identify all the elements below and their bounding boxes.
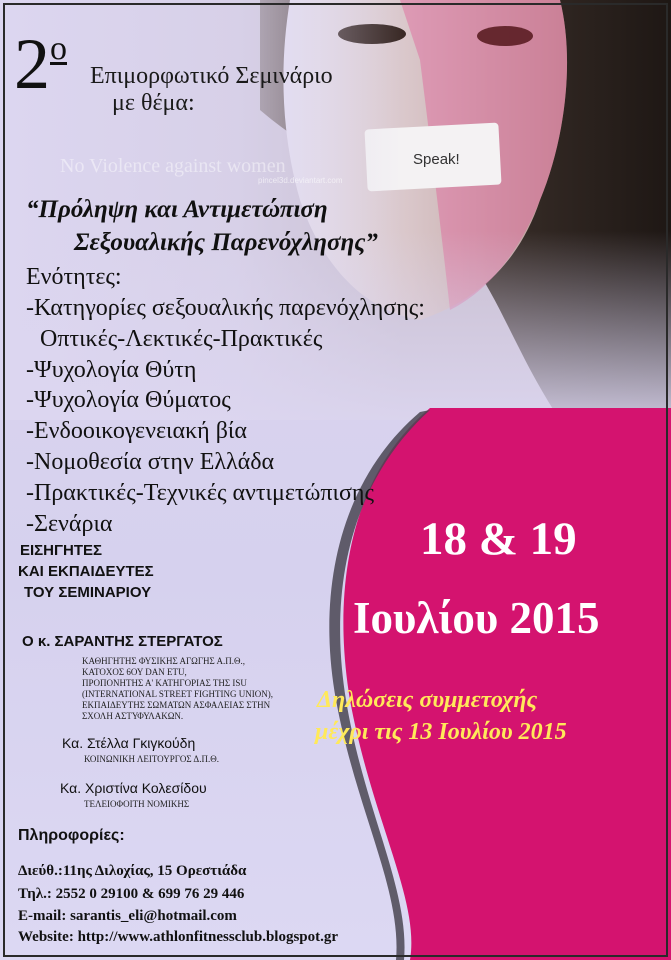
instructor-name: Κα. Χριστίνα Κολεσίδου bbox=[60, 780, 207, 796]
instructor-detail-line: ΣΧΟΛΗ ΑΣΤΥΦΥΛΑΚΩΝ. bbox=[82, 711, 184, 721]
instructor-detail-line: ΚΑΘΗΓΗΤΗΣ ΦΥΣΙΚΗΣ ΑΓΩΓΗΣ Α.Π.Θ., bbox=[82, 656, 246, 666]
units-heading: Ενότητες: bbox=[26, 264, 122, 290]
instructor-detail-line: ΚΑΤΟΧΟΣ 6ΟΥ DAN ETU, bbox=[82, 667, 187, 677]
title-line-1: “Πρόληψη και Αντιμετώπιση bbox=[26, 196, 328, 223]
unit-item: -Ενδοοικογενειακή βία bbox=[26, 418, 247, 445]
instructor-details bbox=[82, 656, 273, 722]
unit-item: -Ψυχολογία Θύματος bbox=[26, 387, 231, 414]
unit-item: -Κατηγορίες σεξουαλικής παρενόχλησης: bbox=[26, 295, 425, 321]
instructors-heading-line: ΕΙΣΗΓΗΤΕΣ bbox=[20, 542, 103, 559]
seminar-number-suffix: ο bbox=[50, 30, 67, 67]
unit-item: -Ψυχολογία Θύτη bbox=[26, 356, 197, 383]
instructor-details bbox=[84, 799, 189, 810]
instructors-heading-line: ΚΑΙ ΕΚΠΑΙΔΕΥΤΕΣ bbox=[18, 563, 154, 580]
units-list bbox=[26, 293, 425, 539]
contact-phone: Τηλ.: 2552 0 29100 & 699 76 29 446 bbox=[18, 886, 245, 902]
seminar-label: Επιμορφωτικό Σεμινάριο bbox=[90, 63, 333, 89]
instructor-detail-line: ΚΟΙΝΩΝΙΚΗ ΛΕΙΤΟΥΡΓΟΣ Δ.Π.Θ. bbox=[84, 754, 219, 764]
seminar-number-digit: 2 bbox=[14, 24, 50, 104]
registration-line-1: Δηλώσεις συμμετοχής bbox=[317, 687, 538, 713]
contact-website[interactable]: Website: http://www.athlonfitnessclub.blogspot.gr bbox=[18, 929, 339, 945]
instructor-detail-line: ΠΡΟΠΟΝΗΤΗΣ Α' ΚΑΤΗΓΟΡΙΑΣ ΤΗΣ ISU bbox=[82, 678, 247, 688]
instructor-name: Κα. Στέλλα Γκιγκούδη bbox=[62, 735, 196, 751]
topic-label: με θέμα: bbox=[112, 90, 195, 116]
contact-address: Διεύθ.:11ης Διλοχίας, 15 Ορεστιάδα bbox=[18, 863, 247, 879]
seminar-title bbox=[26, 193, 378, 259]
unit-item: Οπτικές-Λεκτικές-Πρακτικές bbox=[40, 325, 323, 352]
tape-text: Speak! bbox=[413, 151, 460, 168]
instructor-detail-line: (INTERNATIONAL STREET FIGHTING UNION), bbox=[82, 689, 273, 699]
unit-item: -Πρακτικές-Τεχνικές αντιμετώπισης bbox=[26, 479, 374, 506]
instructor-details bbox=[84, 754, 219, 765]
instructor-detail-line: ΤΕΛΕΙΟΦΟΙΤΗ ΝΟΜΙΚΗΣ bbox=[84, 799, 190, 809]
seminar-number bbox=[14, 24, 67, 104]
registration-line-2: μέχρι τις 13 Ιουλίου 2015 bbox=[315, 719, 567, 745]
info-heading: Πληροφορίες: bbox=[18, 827, 125, 844]
contact-email[interactable]: E-mail: sarantis_eli@hotmail.com bbox=[18, 908, 237, 924]
unit-item: -Νομοθεσία στην Ελλάδα bbox=[26, 448, 275, 475]
event-month: Ιουλίου 2015 bbox=[353, 593, 600, 643]
photo-credit: pincel3d.deviantart.com bbox=[258, 176, 343, 185]
instructor-detail-line: ΕΚΠΑΙΔΕΥΤΗΣ ΣΩΜΑΤΩΝ ΑΣΦΑΛΕΙΑΣ ΣΤΗΝ bbox=[82, 700, 271, 710]
photo-watermark: No Violence against women bbox=[60, 155, 286, 177]
unit-item: -Σενάρια bbox=[26, 510, 113, 537]
instructors-heading bbox=[14, 540, 154, 603]
registration-deadline bbox=[315, 684, 567, 748]
instructors-heading-line: ΤΟΥ ΣΕΜΙΝΑΡΙΟΥ bbox=[24, 584, 152, 601]
event-dates: 18 & 19 bbox=[420, 513, 577, 565]
title-line-2: Σεξουαλικής Παρενόχλησης” bbox=[74, 229, 378, 256]
instructor-name: Ο κ. ΣΑΡΑΝΤΗΣ ΣΤΕΡΓΑΤΟΣ bbox=[22, 633, 223, 650]
